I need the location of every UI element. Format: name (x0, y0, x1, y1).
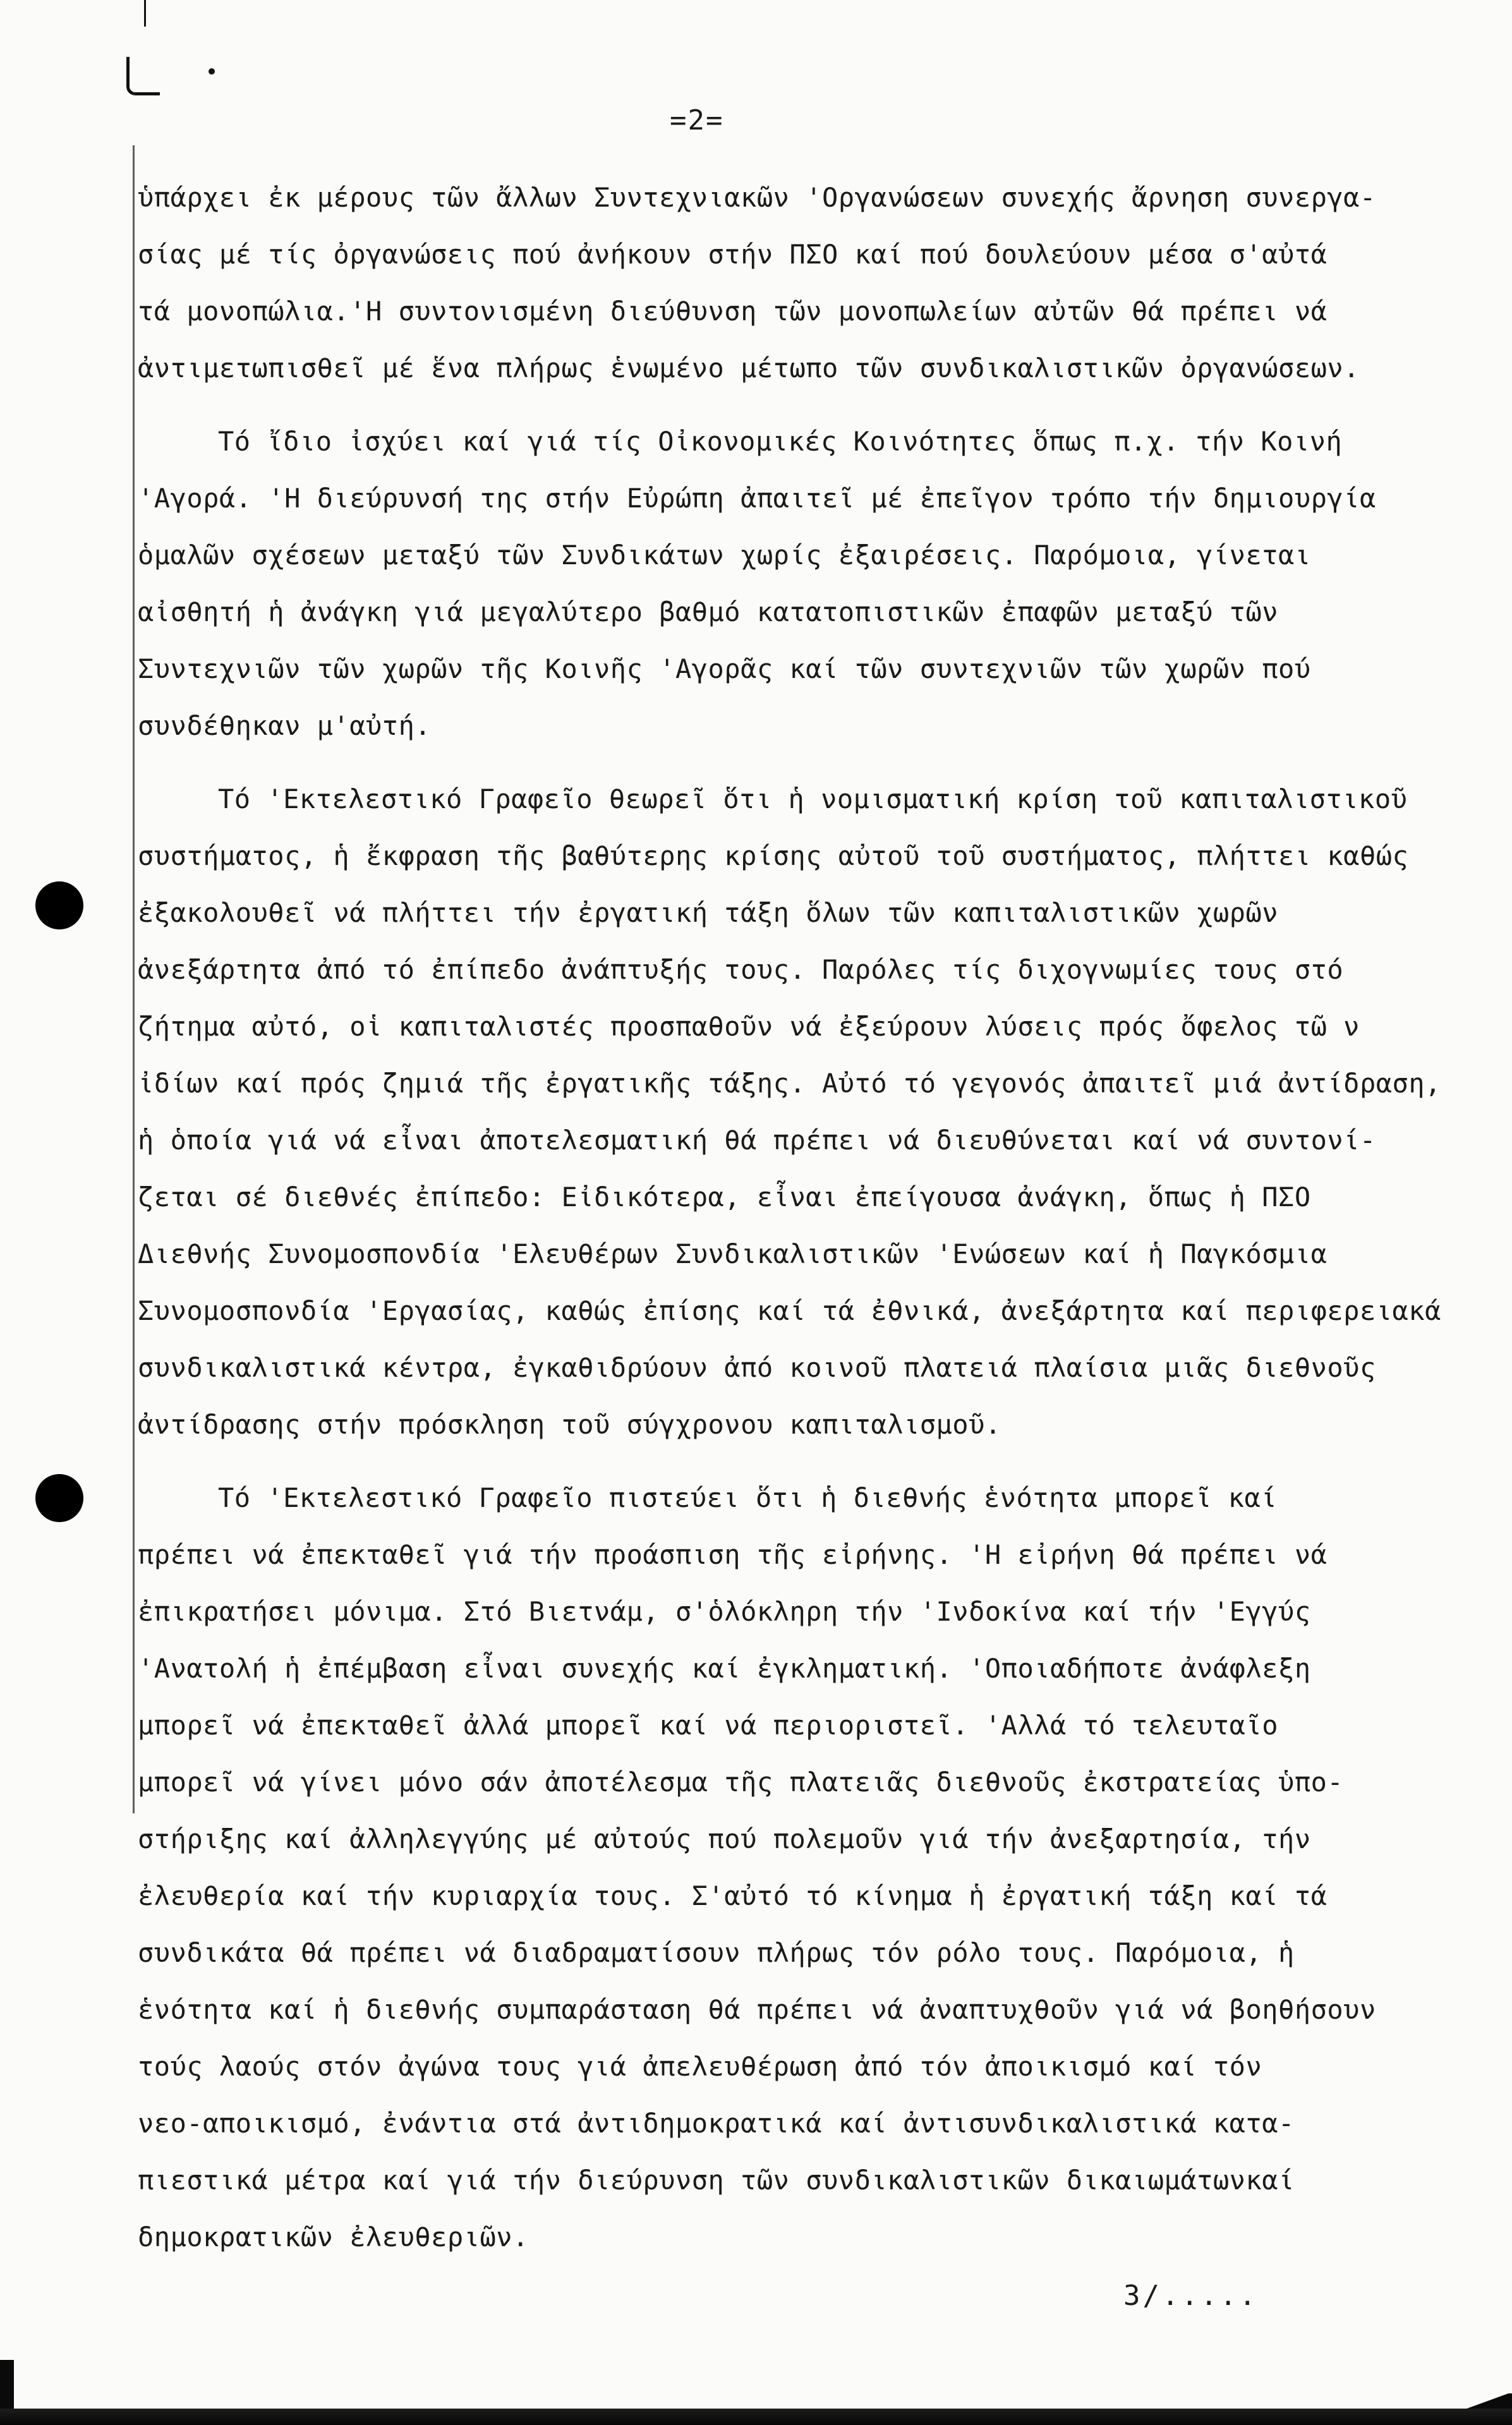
text-line: ἑνότητα καί ἡ διεθνής συμπαράσταση θά πρέπει νά ἀναπτυχθοῦν γιά νά βοηθήσουν (138, 1994, 1376, 2025)
text-line: 'Ανατολή ἡ ἐπέμβαση εἶναι συνεχής καί ἐγκληματική. 'Οποιαδήποτε ἀνάφλεξη (138, 1653, 1311, 1684)
text-line: Τό 'Εκτελεστικό Γραφεῖο θεωρεῖ ὅτι ἡ νομισματική κρίση τοῦ καπιταλιστικοῦ (218, 783, 1408, 814)
text-line: ἐξακολουθεῖ νά πλήττει τήν ἐργατική τάξη ὅλων τῶν καπιταλιστικῶν χωρῶν (138, 897, 1279, 928)
punch-hole (35, 1474, 83, 1522)
text-line: νεο-αποικισμό, ἐνάντια στά ἀντιδημοκρατικά καί ἀντισυνδικαλιστικά κατα- (138, 2108, 1295, 2139)
text-line: μπορεῖ νά ἐπεκταθεῖ ἀλλά μπορεῖ καί νά περιοριστεῖ. 'Αλλά τό τελευταῖο (138, 1710, 1279, 1741)
text-line: τά μονοπώλια.'Η συντονισμένη διεύθυνση τῶν μονοπωλείων αὐτῶν θά πρέπει νά (138, 296, 1328, 327)
text-line: ἀνεξάρτητα ἀπό τό ἐπίπεδο ἀνάπτυξής τους. Παρόλες τίς διχογνωμίες τους στό (138, 954, 1344, 985)
text-line: Διεθνής Συνομοσπονδία 'Ελευθέρων Συνδικαλιστικῶν 'Ενώσεων καί ἡ Παγκόσμια (138, 1238, 1328, 1269)
paragraph (138, 169, 1433, 397)
paragraph-gap (138, 1453, 1433, 1470)
text-line: πρέπει νά ἐπεκταθεῖ γιά τήν προάσπιση τῆς εἰρήνης. 'Η εἰρήνη θά πρέπει νά (138, 1539, 1328, 1570)
text-line: 'Αγορά. 'Η διεύρυνσή της στήν Εὐρώπη ἀπαιτεῖ μέ ἐπεῖγον τρόπο τήν δημιουργία (138, 483, 1376, 514)
text-line: Τό 'Εκτελεστικό Γραφεῖο πιστεύει ὅτι ἡ διεθνής ἑνότητα μπορεῖ καί (218, 1482, 1278, 1513)
text-line: Συντεχνιῶν τῶν χωρῶν τῆς Κοινῆς 'Αγορᾶς καί τῶν συντεχνιῶν τῶν χωρῶν πού (138, 653, 1311, 684)
paragraph (138, 1470, 1433, 2266)
text-line: Συνομοσπονδία 'Εργασίας, καθώς ἐπίσης καί τά ἐθνικά, ἀνεξάρτητα καί περιφερειακά (138, 1295, 1441, 1326)
text-line: σίας μέ τίς ὀργανώσεις πού ἀνήκουν στήν ΠΣΟ καί πού δουλεύουν μέσα σ'αὐτά (138, 239, 1328, 270)
text-line: συνδέθηκαν μ'αὐτή. (138, 710, 432, 741)
text-line: ἀντίδρασης στήν πρόσκληση τοῦ σύγχρονου καπιταλισμοῦ. (138, 1409, 1001, 1440)
text-line: μπορεῖ νά γίνει μόνο σάν ἀποτέλεσμα τῆς πλατειᾶς διεθνοῦς ἐκστρατείας ὑπο- (138, 1767, 1344, 1798)
scan-bottom-edge (0, 2409, 1512, 2425)
page-number: =2= (670, 104, 724, 136)
text-line: ἐπικρατήσει μόνιμα. Στό Βιετνάμ, σ'ὁλόκληρη τήν 'Ινδοκίνα καί τήν 'Εγγύς (138, 1596, 1311, 1627)
text-line: συστήματος, ἡ ἔκφραση τῆς βαθύτερης κρίσης αὐτοῦ τοῦ συστήματος, πλήττει καθώς (138, 840, 1409, 871)
text-line: πιεστικά μέτρα καί γιά τήν διεύρυνση τῶν συνδικαλιστικῶν δικαιωμάτωνκαί (138, 2165, 1295, 2196)
text-line: ἀντιμετωπισθεῖ μέ ἕνα πλήρως ἑνωμένο μέτωπο τῶν συνδικαλιστικῶν ὀργανώσεων. (138, 353, 1360, 384)
text-line: Τό ἴδιο ἰσχύει καί γιά τίς Οἰκονομικές Κοινότητες ὅπως π.χ. τήν Κοινή (218, 426, 1343, 457)
text-line: αἰσθητή ἡ ἀνάγκη γιά μεγαλύτερο βαθμό κατατοπιστικῶν ἐπαφῶν μεταξύ τῶν (138, 596, 1279, 627)
left-margin-rule (133, 145, 135, 1813)
text-line: ὑπάρχει ἐκ μέρους τῶν ἄλλων Συντεχνιακῶν 'Οργανώσεων συνεχής ἄρνηση συνεργα- (138, 182, 1376, 213)
corner-mark (126, 57, 160, 95)
paragraph-gap (138, 754, 1433, 771)
text-line: δημοκρατικῶν ἐλευθεριῶν. (138, 2222, 529, 2253)
scan-edge-mark (144, 0, 146, 27)
continuation-marker: 3/..... (1123, 2280, 1259, 2312)
text-line: στήριξης καί ἀλληλεγγύης μέ αὐτούς πού πολεμοῦν γιά τήν ἀνεξαρτησία, τήν (138, 1823, 1311, 1854)
text-line: ἐλευθερία καί τήν κυριαρχία τους. Σ'αὐτό τό κίνημα ἡ ἐργατική τάξη καί τά (138, 1880, 1328, 1911)
text-line: ὁμαλῶν σχέσεων μεταξύ τῶν Συνδικάτων χωρίς ἐξαιρέσεις. Παρόμοια, γίνεται (138, 540, 1311, 571)
text-line: συνδικαλιστικά κέντρα, ἐγκαθιδρύουν ἀπό κοινοῦ πλατειά πλαίσια μιᾶς διεθνοῦς (138, 1352, 1376, 1383)
paragraph-gap (138, 397, 1433, 413)
text-line: ἰδίων καί πρός ζημιά τῆς ἐργατικῆς τάξης. Αὐτό τό γεγονός ἀπαιτεῖ μιά ἀντίδραση, (138, 1068, 1441, 1099)
text-line: ἡ ὁποία γιά νά εἶναι ἀποτελεσματική θά πρέπει νά διευθύνεται καί νά συντονί- (138, 1125, 1376, 1156)
text-line: τούς λαούς στόν ἀγώνα τους γιά ἀπελευθέρωση ἀπό τόν ἀποικισμό καί τόν (138, 2051, 1262, 2082)
punch-hole (35, 881, 83, 929)
body-text (138, 169, 1441, 2266)
paragraph (138, 413, 1433, 754)
paragraph (138, 771, 1441, 1453)
text-line: ζήτημα αὐτό, οἱ καπιταλιστές προσπαθοῦν νά ἐξεύρουν λύσεις πρός ὄφελος τῶ ν (138, 1011, 1360, 1042)
text-line: συνδικάτα θά πρέπει νά διαδραματίσουν πλήρως τόν ρόλο τους. Παρόμοια, ἡ (138, 1937, 1295, 1968)
scan-dot (209, 68, 215, 75)
text-line: ζεται σέ διεθνές ἐπίπεδο: Εἰδικότερα, εἶναι ἐπείγουσα ἀνάγκη, ὅπως ἡ ΠΣΟ (138, 1182, 1311, 1212)
